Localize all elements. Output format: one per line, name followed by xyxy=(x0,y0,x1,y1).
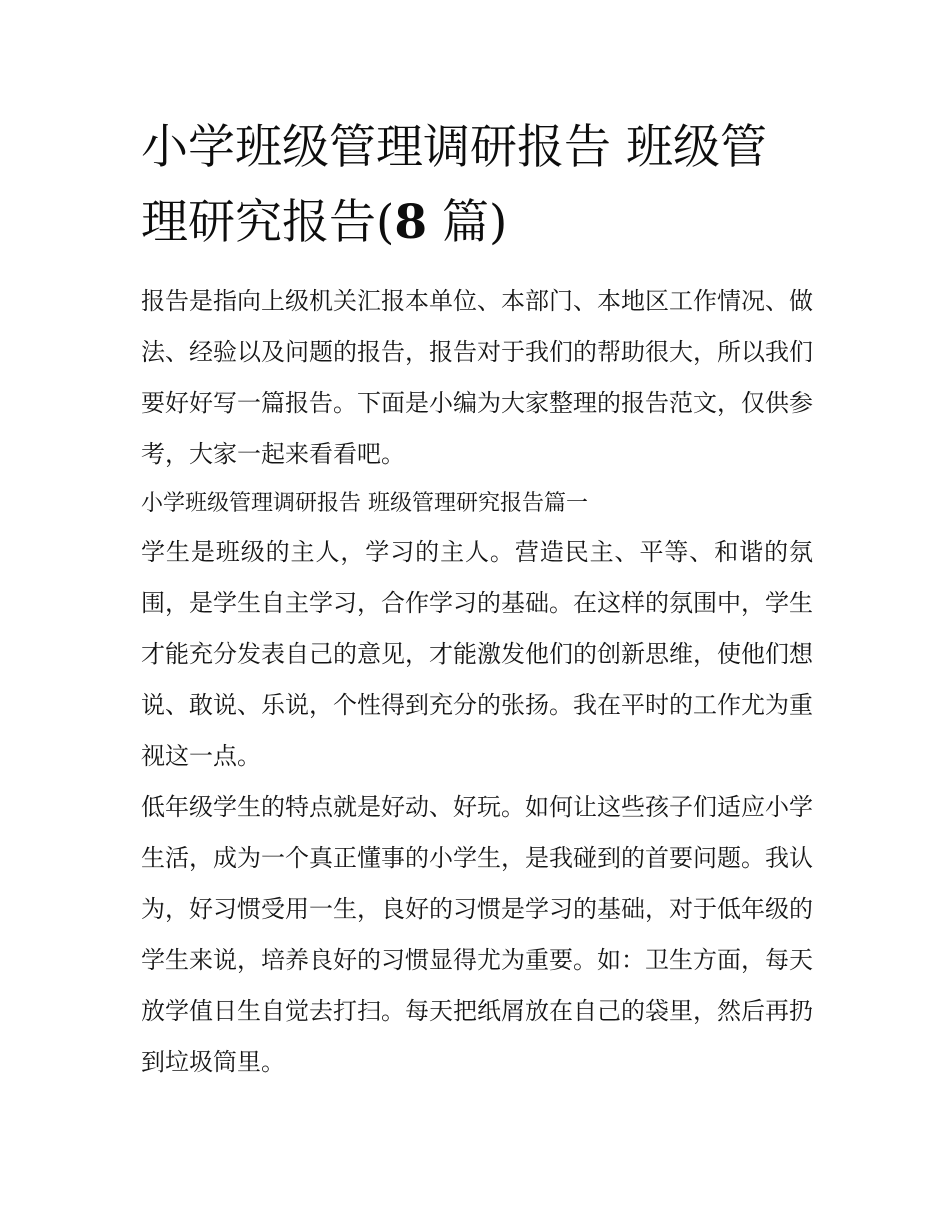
section-paragraph-2: 低年级学生的特点就是好动、好玩。如何让这些孩子们适应小学生活，成为一个真正懂事的小学生，是我碰到的首要问题。我认为，好习惯受用一生，良好的习惯是学习的基础，对于低年级的学生来说，培养良好的习惯显得尤为重要。如：卫生方面，每天放学值日生自觉去打扫。每天把纸屑放在自己的袋里，然后再扔到垃圾筒里。 xyxy=(141,793,813,1076)
document-body xyxy=(141,276,813,1088)
document-content xyxy=(141,110,813,1088)
title-text: 小学班级管理调研报告 班级管理研究报告( xyxy=(141,120,767,250)
title-suffix: 篇) xyxy=(427,195,508,250)
section-heading: 小学班级管理调研报告 班级管理研究报告篇一 xyxy=(141,491,588,516)
intro-paragraph: 报告是指向上级机关汇报本单位、本部门、本地区工作情况、做法、经验以及问题的报告，报告对于我们的帮助很大，所以我们要好好写一篇报告。下面是小编为大家整理的报告范文，仅供参考，大家一起来看看吧。 xyxy=(141,287,813,468)
title-count: 8 xyxy=(394,195,428,250)
section-paragraph-1: 学生是班级的主人，学习的主人。营造民主、平等、和谐的氛围，是学生自主学习，合作学习的基础。在这样的氛围中，学生才能充分发表自己的意见，才能激发他们的创新思维，使他们想说、敢说、乐说，个性得到充分的张扬。我在平时的工作尤为重视这一点。 xyxy=(141,538,813,770)
document-title xyxy=(141,110,813,260)
